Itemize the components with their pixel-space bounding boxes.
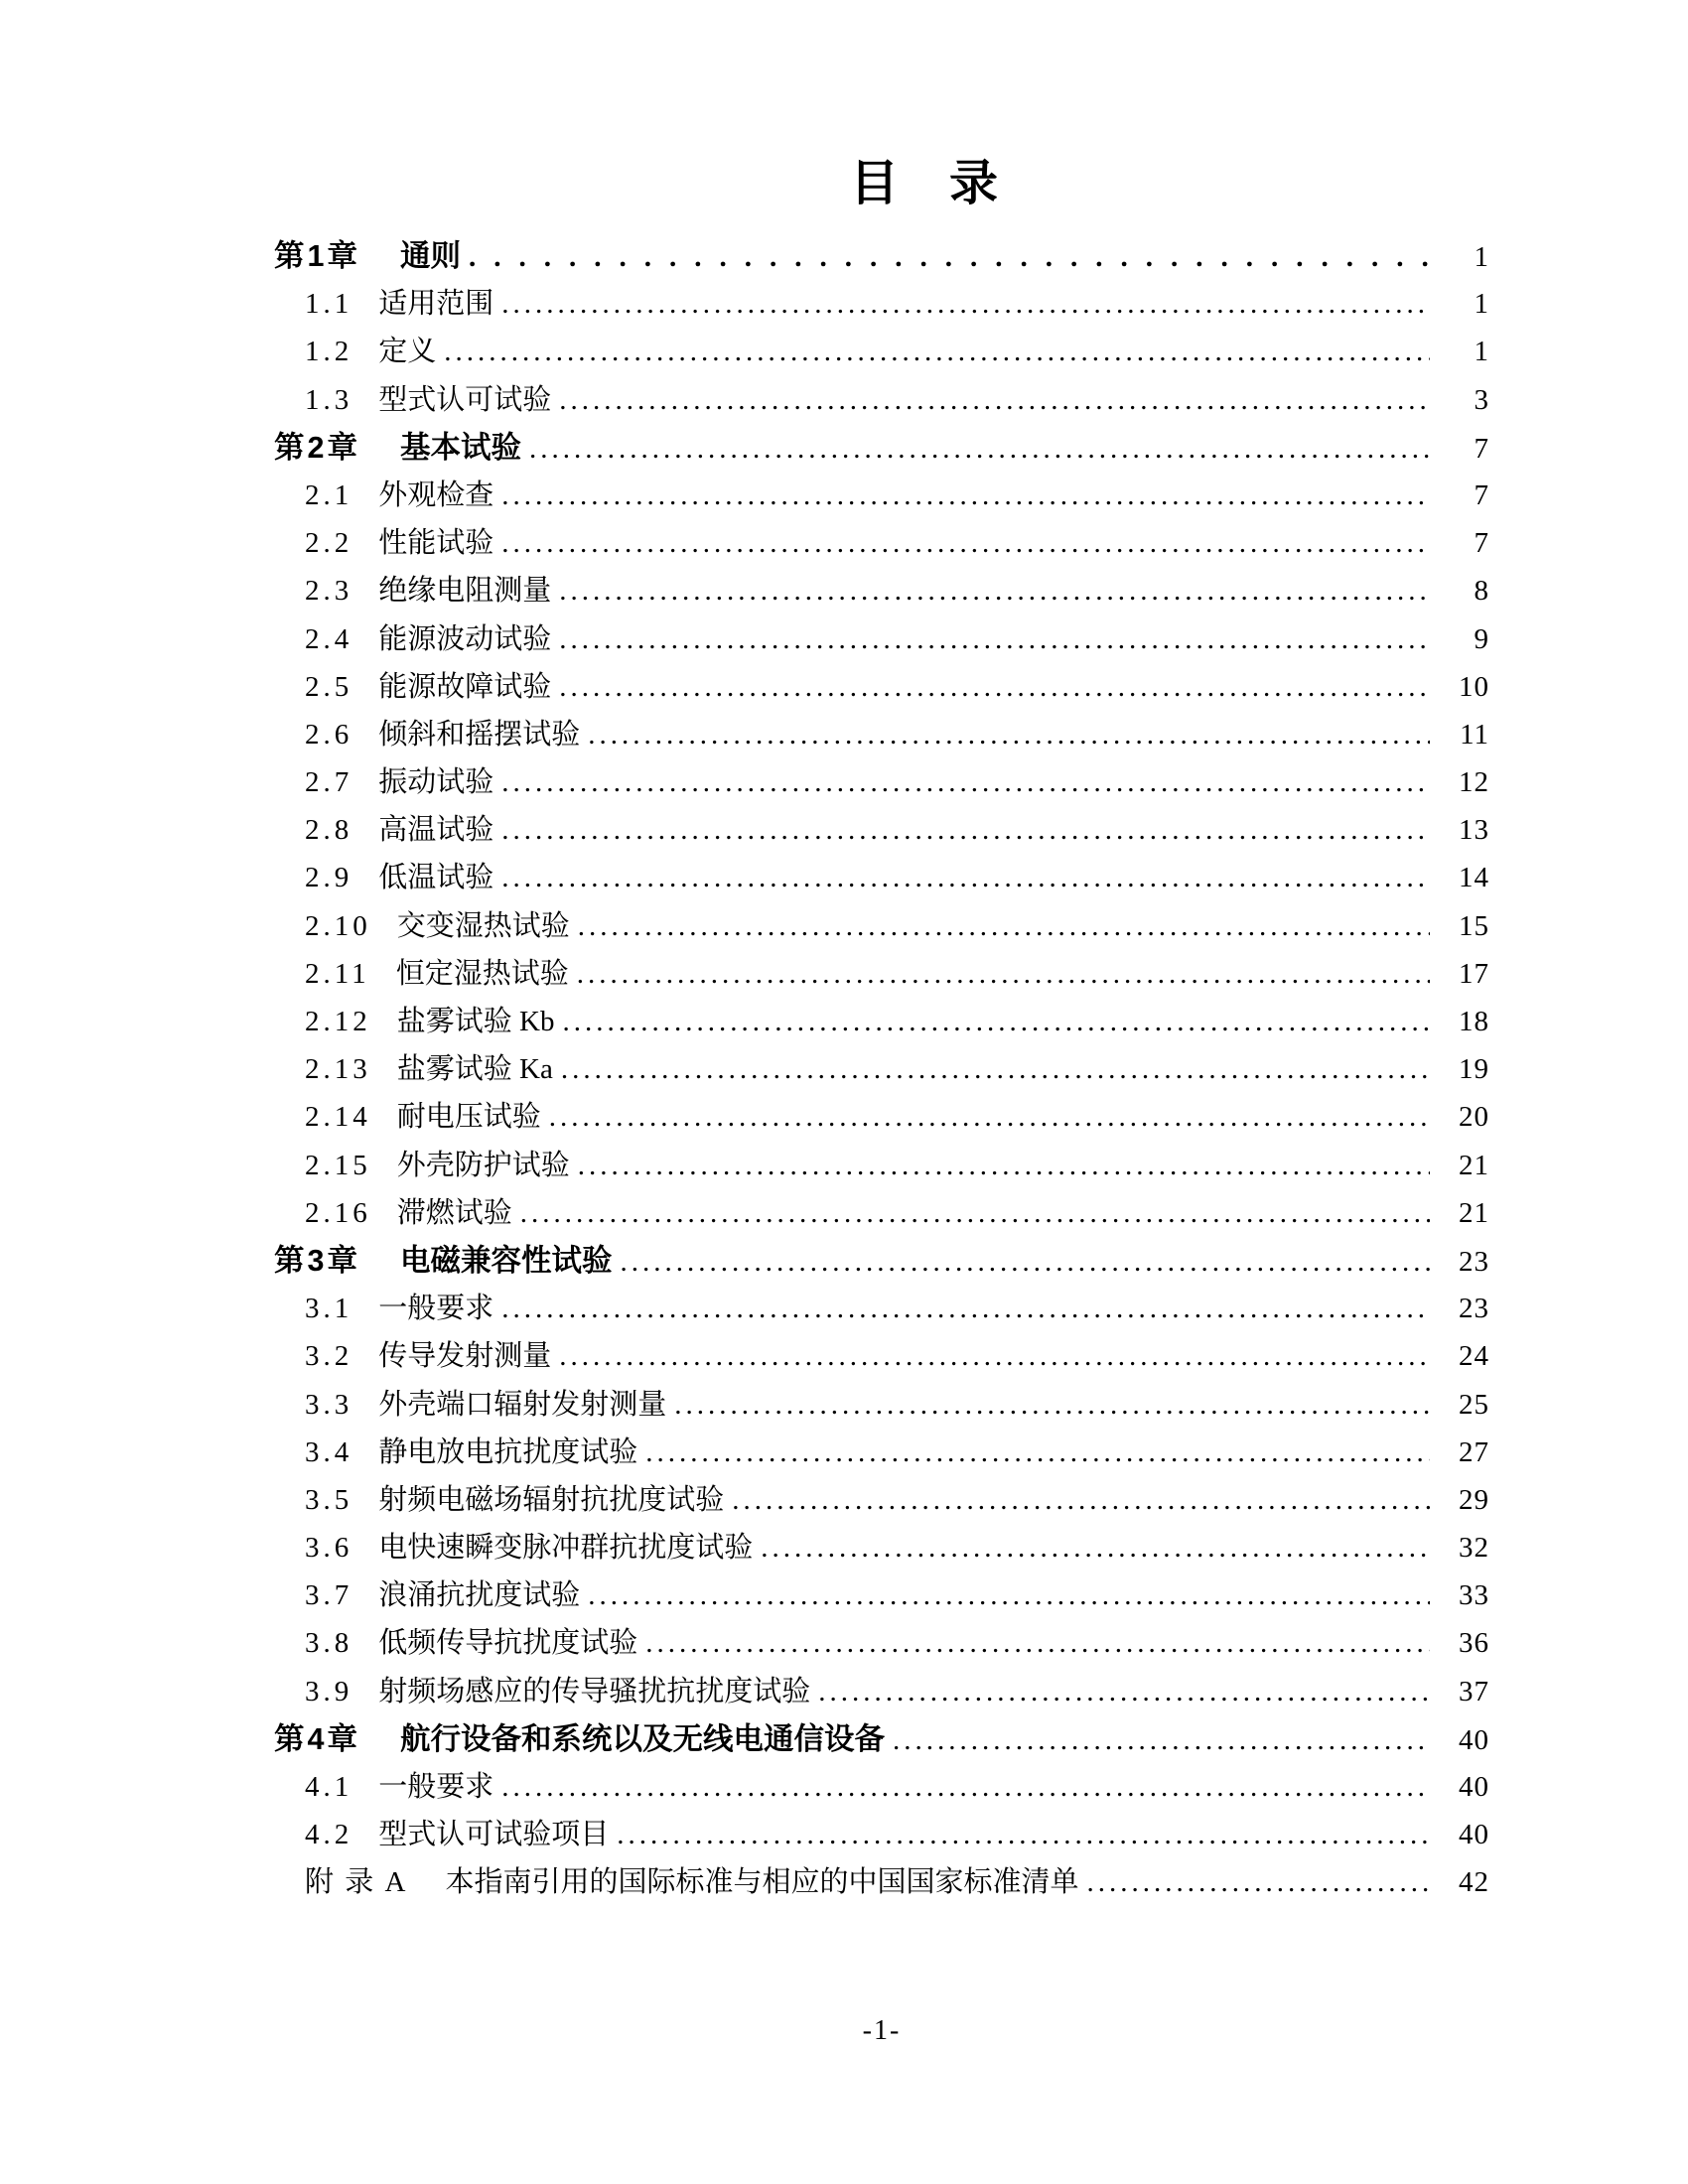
entry-number: 2.16 xyxy=(305,1196,371,1229)
entry-page: 23 xyxy=(1459,1245,1489,1278)
entry-title: 型式认可试验 xyxy=(378,383,552,416)
entry-title: 通则 xyxy=(399,239,461,273)
dot-leader xyxy=(645,1619,1430,1667)
entry-title: 静电放电抗扰度试验 xyxy=(378,1435,638,1468)
entry-title: 型式认可试验项目 xyxy=(378,1819,610,1851)
dot-leader xyxy=(761,1524,1430,1571)
dot-leader xyxy=(520,1189,1430,1237)
entry-page: 1 xyxy=(1474,336,1489,368)
entry-title: 交变湿热试验 xyxy=(396,909,570,942)
toc-entry xyxy=(274,1381,1489,1429)
dot-leader xyxy=(578,1142,1430,1189)
entry-number: 3.1 xyxy=(305,1293,353,1325)
toc-entry xyxy=(274,902,1489,950)
entry-number: 2.4 xyxy=(305,622,353,655)
toc-entry xyxy=(274,232,1489,280)
entry-number: 2.2 xyxy=(305,527,353,560)
dot-leader xyxy=(501,1285,1430,1332)
entry-page: 13 xyxy=(1459,814,1489,847)
dot-leader xyxy=(818,1668,1430,1715)
entry-number: 2.11 xyxy=(305,957,370,990)
entry-number: 第2章 xyxy=(274,430,360,465)
toc-entry xyxy=(274,711,1489,758)
entry-number: 1.3 xyxy=(305,383,353,416)
dot-leader xyxy=(469,233,1430,281)
entry-page: 24 xyxy=(1459,1340,1489,1373)
entry-title: 绝缘电阻测量 xyxy=(378,575,552,608)
toc-entry xyxy=(274,567,1489,614)
dot-leader xyxy=(559,376,1430,424)
entry-title: 外观检查 xyxy=(378,478,494,511)
entry-title: 射频电磁场辐射抗扰度试验 xyxy=(378,1483,725,1516)
entry-title: 能源故障试验 xyxy=(378,670,552,703)
entry-page: 9 xyxy=(1474,622,1489,655)
entry-title: 盐雾试验 Ka xyxy=(396,1053,553,1086)
dot-leader xyxy=(893,1716,1430,1764)
entry-page: 36 xyxy=(1459,1627,1489,1660)
toc xyxy=(274,232,1489,1907)
entry-number: 2.15 xyxy=(305,1149,371,1181)
entry-page: 42 xyxy=(1459,1866,1489,1899)
entry-number: 2.12 xyxy=(305,1006,371,1037)
toc-entry xyxy=(274,1332,1489,1380)
entry-title: 本指南引用的国际标准与相应的中国国家标准清单 xyxy=(445,1866,1079,1899)
entry-title: 恒定湿热试验 xyxy=(395,957,569,990)
entry-number: 1.2 xyxy=(305,336,353,368)
entry-page: 40 xyxy=(1459,1771,1489,1803)
dot-leader xyxy=(559,1332,1430,1380)
entry-title: 性能试验 xyxy=(378,527,494,560)
entry-title: 一般要求 xyxy=(378,1771,494,1803)
entry-number: 3.2 xyxy=(305,1340,353,1373)
entry-page: 7 xyxy=(1474,432,1489,465)
entry-page: 18 xyxy=(1459,1006,1489,1037)
toc-entry xyxy=(274,1189,1489,1237)
toc-entry xyxy=(274,1285,1489,1332)
dot-leader xyxy=(1086,1858,1430,1906)
toc-entry xyxy=(274,758,1489,806)
entry-number: 1.1 xyxy=(305,288,353,321)
page-number-footer: -1- xyxy=(862,2015,902,2046)
entry-title: 低温试验 xyxy=(378,862,494,894)
toc-entry xyxy=(274,1571,1489,1619)
toc-entry xyxy=(274,1476,1489,1524)
dot-leader xyxy=(732,1476,1430,1524)
entry-number: 第4章 xyxy=(274,1721,360,1756)
entry-title: 滞燃试验 xyxy=(396,1196,512,1229)
entry-title: 低频传导抗扰度试验 xyxy=(378,1627,638,1660)
toc-entry xyxy=(274,854,1489,901)
entry-title: 电快速瞬变脉冲群抗扰度试验 xyxy=(378,1532,754,1565)
entry-page: 8 xyxy=(1474,575,1489,608)
toc-entry xyxy=(274,663,1489,711)
entry-number: 2.6 xyxy=(305,718,353,751)
toc-entry xyxy=(274,519,1489,567)
page-title: 目 录 xyxy=(849,157,999,210)
entry-title: 基本试验 xyxy=(399,430,521,465)
toc-entry xyxy=(274,1142,1489,1189)
dot-leader xyxy=(578,902,1430,950)
dot-leader xyxy=(501,472,1430,519)
entry-title: 外壳防护试验 xyxy=(396,1149,570,1181)
toc-entry xyxy=(274,328,1489,375)
entry-title: 一般要求 xyxy=(378,1293,494,1325)
toc-entry xyxy=(274,998,1489,1045)
toc-entry xyxy=(274,472,1489,519)
dot-leader xyxy=(620,1238,1430,1286)
entry-page: 14 xyxy=(1459,862,1489,894)
dot-leader xyxy=(645,1429,1430,1476)
entry-number: 第3章 xyxy=(274,1243,360,1278)
entry-title: 适用范围 xyxy=(378,288,494,321)
entry-number: 2.5 xyxy=(305,670,353,703)
toc-entry xyxy=(274,1858,1489,1906)
dot-leader xyxy=(501,806,1430,854)
entry-number: 2.3 xyxy=(305,575,353,608)
entry-title: 能源波动试验 xyxy=(378,622,552,655)
entry-number: 第1章 xyxy=(274,239,360,273)
dot-leader xyxy=(529,425,1430,473)
entry-title: 倾斜和摇摆试验 xyxy=(378,718,581,751)
entry-number: 4.1 xyxy=(305,1771,353,1803)
toc-entry xyxy=(274,280,1489,328)
entry-page: 11 xyxy=(1460,718,1489,751)
entry-title: 高温试验 xyxy=(378,814,494,847)
dot-leader xyxy=(559,567,1430,614)
entry-number: 4.2 xyxy=(305,1819,353,1851)
entry-number: 2.7 xyxy=(305,766,353,799)
toc-entry xyxy=(274,1715,1489,1763)
entry-number: 3.6 xyxy=(305,1532,353,1565)
dot-leader xyxy=(501,758,1430,806)
entry-title: 振动试验 xyxy=(378,766,494,799)
dot-leader xyxy=(577,950,1430,998)
entry-page: 3 xyxy=(1474,383,1489,416)
dot-leader xyxy=(501,280,1430,328)
entry-page: 32 xyxy=(1459,1532,1489,1565)
toc-entry xyxy=(274,1811,1489,1858)
entry-page: 17 xyxy=(1459,957,1489,990)
toc-entry xyxy=(274,1093,1489,1141)
entry-title: 耐电压试验 xyxy=(396,1101,541,1134)
entry-number: 3.9 xyxy=(305,1675,353,1707)
dot-leader xyxy=(501,1763,1430,1811)
dot-leader xyxy=(588,1571,1430,1619)
toc-entry xyxy=(274,1763,1489,1811)
entry-page: 37 xyxy=(1459,1675,1489,1707)
entry-title: 定义 xyxy=(378,336,437,368)
entry-page: 21 xyxy=(1459,1149,1489,1181)
entry-number: 2.10 xyxy=(305,909,371,942)
toc-entry xyxy=(274,424,1489,472)
entry-page: 40 xyxy=(1459,1723,1489,1756)
entry-page: 10 xyxy=(1459,670,1489,703)
toc-entry xyxy=(274,615,1489,663)
entry-page: 20 xyxy=(1459,1101,1489,1134)
entry-page: 1 xyxy=(1474,288,1489,321)
entry-number: 2.14 xyxy=(305,1101,371,1134)
toc-entry xyxy=(274,1619,1489,1667)
entry-number: 2.9 xyxy=(305,862,353,894)
dot-leader xyxy=(617,1811,1430,1858)
entry-number: 附 录 A xyxy=(305,1866,408,1899)
entry-title: 盐雾试验 Kb xyxy=(396,1006,555,1037)
entry-number: 3.7 xyxy=(305,1579,353,1612)
entry-number: 2.1 xyxy=(305,478,353,511)
dot-leader xyxy=(444,328,1430,375)
dot-leader xyxy=(674,1381,1430,1429)
entry-page: 23 xyxy=(1459,1293,1489,1325)
entry-page: 15 xyxy=(1459,909,1489,942)
toc-entry xyxy=(274,376,1489,424)
toc-entry xyxy=(274,950,1489,998)
toc-entry xyxy=(274,1429,1489,1476)
entry-number: 3.5 xyxy=(305,1483,353,1516)
entry-page: 25 xyxy=(1459,1388,1489,1421)
entry-title: 外壳端口辐射发射测量 xyxy=(378,1388,667,1421)
entry-page: 21 xyxy=(1459,1196,1489,1229)
dot-leader xyxy=(549,1093,1430,1141)
entry-page: 19 xyxy=(1459,1053,1489,1086)
entry-page: 7 xyxy=(1474,478,1489,511)
entry-page: 40 xyxy=(1459,1819,1489,1851)
toc-entry xyxy=(274,1045,1489,1093)
toc-entry xyxy=(274,1524,1489,1571)
entry-page: 12 xyxy=(1459,766,1489,799)
entry-page: 7 xyxy=(1474,527,1489,560)
toc-entry xyxy=(274,1237,1489,1285)
entry-page: 1 xyxy=(1474,241,1489,273)
entry-number: 2.8 xyxy=(305,814,353,847)
entry-page: 33 xyxy=(1459,1579,1489,1612)
entry-title: 浪涌抗扰度试验 xyxy=(378,1579,581,1612)
entry-number: 3.3 xyxy=(305,1388,353,1421)
dot-leader xyxy=(501,854,1430,901)
entry-number: 3.8 xyxy=(305,1627,353,1660)
dot-leader xyxy=(588,711,1430,758)
toc-entry xyxy=(274,806,1489,854)
dot-leader xyxy=(561,1045,1430,1093)
entry-page: 27 xyxy=(1459,1435,1489,1468)
dot-leader xyxy=(559,663,1430,711)
entry-number: 3.4 xyxy=(305,1435,353,1468)
dot-leader xyxy=(559,615,1430,663)
dot-leader xyxy=(501,519,1430,567)
entry-title: 传导发射测量 xyxy=(378,1340,552,1373)
toc-entry xyxy=(274,1668,1489,1715)
entry-title: 航行设备和系统以及无线电通信设备 xyxy=(399,1721,885,1756)
dot-leader xyxy=(562,998,1430,1045)
entry-number: 2.13 xyxy=(305,1053,371,1086)
entry-page: 29 xyxy=(1459,1483,1489,1516)
entry-title: 电磁兼容性试验 xyxy=(399,1243,613,1278)
entry-title: 射频场感应的传导骚扰抗扰度试验 xyxy=(378,1675,811,1707)
